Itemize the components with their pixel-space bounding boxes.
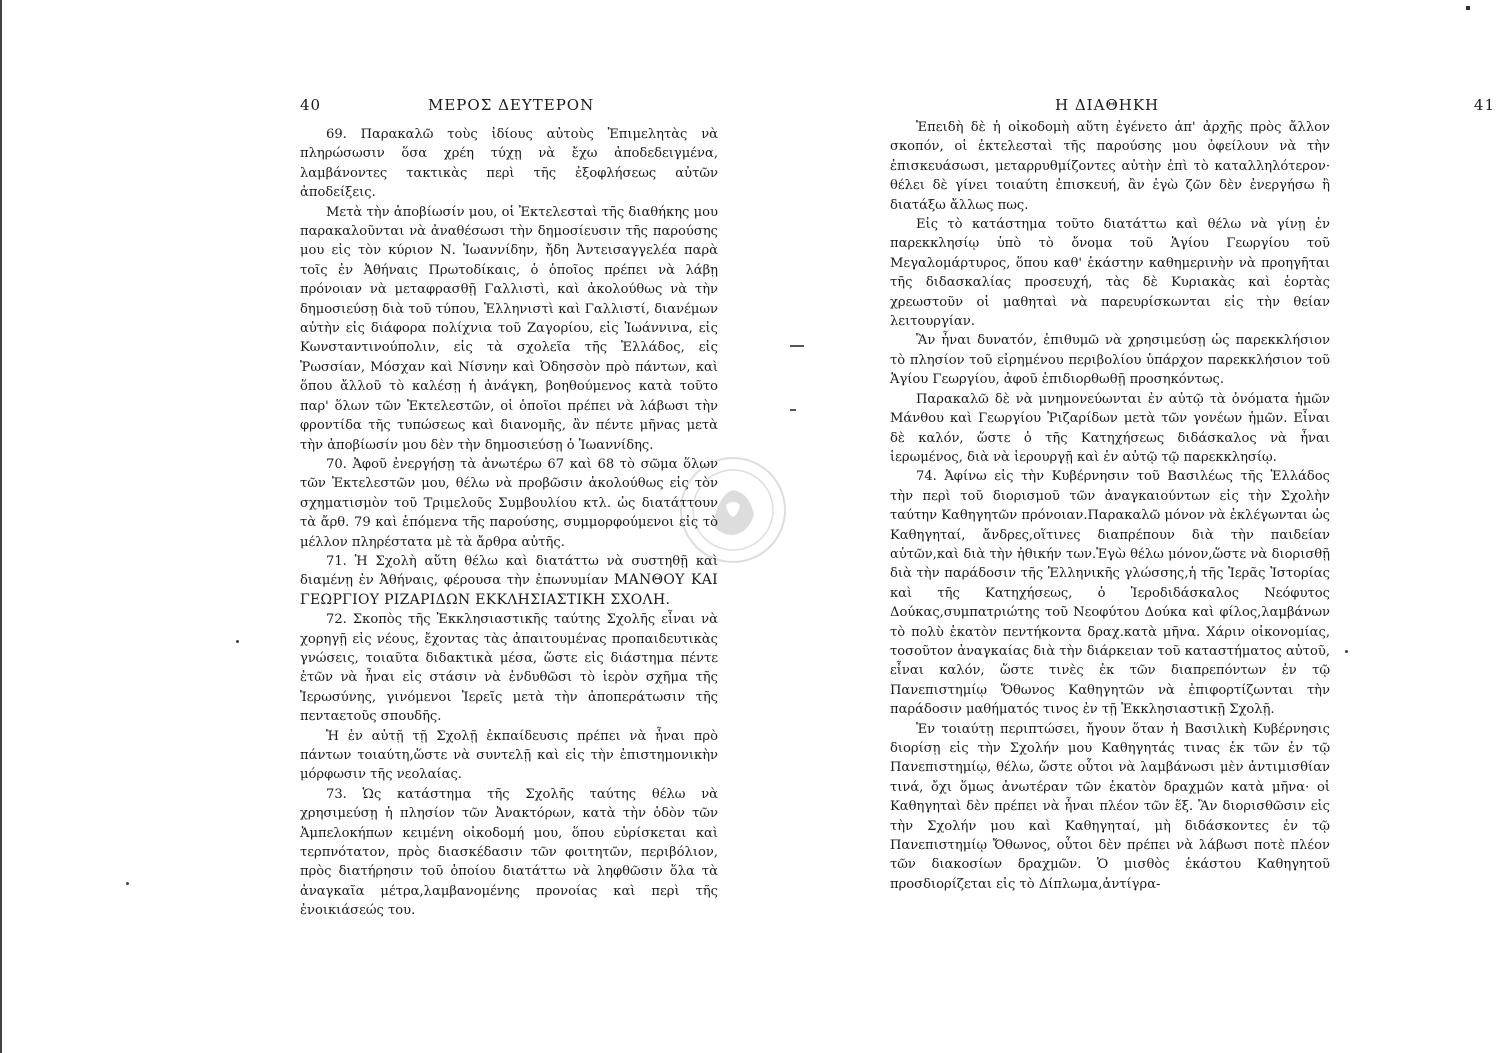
paragraph-69: 69. Παρακαλῶ τοὺς ἰδίους αὐτοὺς Ἐπιμελητὰς νὰ πληρώσωσιν ὅσα χρέη τύχῃ νὰ ἔχω ἀποδεδειγμένα, λαμβάνοντες τακτικὰς περὶ τῆς ἐξοφλήσεως αὐτῶν ἀποδείξεις. [300, 127, 718, 201]
scan-dust-dot [236, 640, 239, 643]
paragraph-st-george: Ἂν ἦναι δυνατόν, ἐπιθυμῶ νὰ χρησιμεύσῃ ὡς παρεκκλήσιον τὸ πλησίον τοῦ εἰρημένου περιβολίου ὑπάρχον παρεκκλήσιον τοῦ Ἁγίου Γεωργίου, ἀφοῦ ἐπιδιορθωθῇ προσηκόντως. [890, 333, 1330, 388]
library-stamp-seal [678, 455, 788, 565]
left-page-body [300, 125, 718, 921]
paragraph-chapel: Εἰς τὸ κατάστημα τοῦτο διατάττω καὶ θέλω νὰ γίνῃ ἐν παρεκκλησίῳ ὑπὸ τὸ ὄνομα τοῦ Ἁγίου Γεωργίου τοῦ Μεγαλομάρτυρος, ὅπου καθ' ἑκάστην καθημερινὴν νὰ προηγῆται τῆς διδασκαλίας προσευχή, τὰς δὲ Κυριακὰς καὶ ἑορτὰς χρεωστοῦν οἱ μαθηταὶ νὰ παρευρίσκωνται εἰς τὴν θείαν λειτουργίαν. [890, 217, 1330, 330]
paragraph-education: Ἡ ἐν αὐτῇ τῇ Σχολῇ ἐκπαίδευσις πρέπει νὰ ἦναι πρὸ πάντων τοιαύτη,ὥστε νὰ συντελῇ καὶ εἰς τὴν ἐπιστημονικὴν μόρφωσιν τῆς νεολαίας. [300, 728, 718, 783]
paragraph-71 [300, 552, 718, 610]
paragraph-74: 74. Ἀφίνω εἰς τὴν Κυβέρνησιν τοῦ Βασιλέως τῆς Ἑλλάδος τὴν περὶ τοῦ διορισμοῦ τῶν ἀναγκαιούντων εἰς τὴν Σχολὴν ταύτην Καθηγητῶν πρόνοιαν.Παρακαλῶ μόνον νὰ ἐκλέγωνται ὡς Καθηγηταί, ἄνδρες,οἵτινες διαπρέπουν διὰ τὴν παιδείαν αὐτῶν,καὶ διὰ τὴν ἠθικήν των.Ἐγὼ θέλω μόνον,ὥστε νὰ διορισθῇ διὰ τὴν παράδοσιν τῆς Ἑλληνικῆς γλώσσης,ἡ τῆς Ἱερᾶς Ἱστορίας καὶ τῆς Κατηχήσεως, ὁ Ἱεροδιδάσκαλος Νεόφυτος Δούκας,συμπατριώτης τοῦ Νεοφύτου Δούκα καὶ φίλος,λαμβάνων τὸ πολὺ ἑκατὸν πεντήκοντα δραχ.κατὰ μῆνα. Χάριν οἰκονομίας, τοσοῦτον ἀναγκαίας διὰ τὴν διάρκειαν τοῦ καταστήματος αὐτοῦ, εἶναι καλόν, ὥστε τινὲς ἐκ τῶν διαπρεπόντων ἐν τῷ Πανεπιστημίῳ Ὄθωνος Καθηγητῶν νὰ ἐπιφορτίζωνται τὴν παράδοσιν μαθήματός τινος ἐν τῇ Ἐκκλησιαστικῇ Σχολῇ. [890, 469, 1330, 718]
running-title-right: Η ΔΙΑΘΗΚΗ [1055, 96, 1160, 114]
paragraph-72: 72. Σκοπὸς τῆς Ἐκκλησιαστικῆς ταύτης Σχολῆς εἶναι νὰ χορηγῇ εἰς νέους, ἔχοντας τὰς ἀπαιτουμένας προπαιδευτικὰς γνώσεις, τοιαῦτα διδακτικὰ μέσα, ὥστε εἰς διάστημα πέντε ἐτῶν νὰ ἦναι εἰς στάσιν νὰ ἐνδυθῶσι τὸ ἱερὸν σχῆμα τῆς Ἱερωσύνης, γινόμενοι Ἱερεῖς μετὰ τὴν ἀποπεράτωσιν τῆς πενταετοῦς σπουδῆς. [300, 612, 718, 725]
paragraph-commemoration: Παρακαλῶ δὲ νὰ μνημονεύωνται ἐν αὐτῷ τὰ ὀνόματα ἡμῶν Μάνθου καὶ Γεωργίου Ῥιζαρίδων μετὰ τῶν γονέων ἡμῶν. Εἶναι δὲ καλόν, ὥστε ὁ τῆς Κατηχήσεως διδάσκαλος νὰ ἦναι ἱερωμένος, διὰ νὰ ἱερουργῇ καὶ ἐν αὐτῷ τῷ παρεκκλησίῳ. [890, 391, 1330, 465]
gutter-mark [790, 409, 796, 411]
right-page [760, 0, 1500, 1053]
paragraph-building: Ἐπειδὴ δὲ ἡ οἰκοδομὴ αὕτη ἐγένετο ἀπ' ἀρχῆς πρὸς ἄλλον σκοπόν, οἱ ἐκτελεσταὶ τῆς παρούσης μου ὀφείλουν νὰ τὴν ἐπισκευάσωσι, μεταρρυθμίζοντες αὐτὴν ἐπὶ τὸ καταλληλότερον· θέλει δὲ γίνει τοιαύτη ἐπισκευή, ἂν ἐγὼ ζῶν δὲν ἐνεργήσω ἢ διατάξω ἄλλως πως. [890, 120, 1330, 213]
paragraph-professors: Ἐν τοιαύτῃ περιπτώσει, ἤγουν ὅταν ἡ Βασιλικὴ Κυβέρνησις διορίσῃ εἰς τὴν Σχολήν μου Καθηγητάς τινας ἐκ τῶν ἐν τῷ Πανεπιστημίῳ, θέλω, ὥστε οὗτοι νὰ λαμβάνωσι μὲν ἀντιμισθίαν τινά, ὄχι ὅμως ἀνωτέραν τῶν ἑκατὸν δραχμῶν κατὰ μῆνα· οἱ Καθηγηταὶ δὲν πρέπει νὰ ἦναι πλέον τῶν ἕξ. Ἂν διορισθῶσιν εἰς τὴν Σχολήν μου καὶ Καθηγηταί, μὴ διδάσκοντες ἐν τῷ Πανεπιστημίῳ Ὄθωνος, οὗτοι δὲν πρέπει νὰ λάβωσι ποτὲ πλέον τῶν διακοσίων δραχμῶν. Ὁ μισθὸς ἑκάστου Καθηγητοῦ προσδιορίζεται εἰς τὸ Δίπλωμα,ἀντίγρα- [890, 721, 1330, 892]
page-number-left: 40 [300, 96, 322, 114]
page-number-right: 41 [1473, 96, 1495, 114]
paragraph-70: 70. Ἀφοῦ ἐνεργήσῃ τὰ ἀνωτέρω 67 καὶ 68 τὸ σῶμα ὅλων τῶν Ἐκτελεστῶν μου, θέλω νὰ προβῶσιν ἀκολούθως εἰς τὸν σχηματισμὸν τοῦ Τριμελοῦς Συμβουλίου κτλ. ὡς διατάττουν τὰ ἄρθ. 79 καὶ ἑπόμενα τῆς παρούσης, συμμορφούμενοι εἰς τὸ μέλλον πληρέστατα μὲ τὰ ἄρθρα αὐτῆς. [300, 456, 718, 550]
scan-dust-dot [126, 882, 129, 885]
paragraph-71-text: 71. Ἡ Σχολὴ αὕτη θέλω καὶ διατάττω νὰ συστηθῇ καὶ διαμένῃ ἐν Ἀθήναις, φέρουσα τὴν ἐπωνυμίαν [300, 553, 718, 589]
running-title-left: ΜΕΡΟΣ ΔΕΥΤΕΡΟΝ [428, 96, 595, 114]
paragraph-publication: Μετὰ τὴν ἀποβίωσίν μου, οἱ Ἐκτελεσταὶ τῆς διαθήκης μου παρακαλοῦνται νὰ ἀναθέσωσι τὴν δημοσίευσιν τῆς παρούσης μου εἰς τὸν κύριον Ν. Ἰωαννίδην, ἤδη Ἀντεισαγγελέα παρὰ τοῖς ἐν Ἀθήναις Πρωτοδίκαις, ὁ ὁποῖος πρέπει νὰ λάβῃ πρόνοιαν νὰ μεταφρασθῇ Γαλλιστὶ, καὶ ἀκολούθως νὰ τὴν δημοσιεύσῃ διὰ τοῦ τύπου, Ἑλληνιστὶ καὶ Γαλλιστί, διανέμων αὐτὴν εἰς διάφορα πολίχνια τοῦ Ζαγορίου, εἰς Ἰωάννινα, εἰς Κωνσταντινούπολιν, εἰς τὰ σχολεῖα τῆς Ἑλλάδος, εἰς Ῥωσσίαν, Μόσχαν καὶ Νίσνην καὶ Ὀδησσὸν πρὸ πάντων, καὶ ὅπου ἄλλοῦ τὸ καλέσῃ ἡ ἀνάγκη, βοηθούμενος κατὰ τοῦτο παρ' ὅλων τῶν Ἐκτελεστῶν, οἱ ὁποῖοι πρέπει νὰ λάβωσι τὴν φροντίδα τῆς τυπώσεως καὶ διανομῆς, ἂν πέντε μῆνας μετὰ τὴν ἀποβίωσίν μου δὲν τὴν δημοσιεύσῃ ὁ Ἰωαννίδης. [300, 204, 718, 453]
scan-dust-dot [1345, 650, 1348, 653]
school-name: ΜΑΝΘΟΥ ΚΑΙ ΓΕΩΡΓΙΟΥ ΡΙΖΑΡΙΔΩΝ ΕΚΚΛΗΣΙΑΣΤΙΚΗ ΣΧΟΛΗ. [300, 572, 718, 608]
gutter-mark [790, 345, 804, 347]
paragraph-73: 73. Ὡς κατάστημα τῆς Σχολῆς ταύτης θέλω νὰ χρησιμεύσῃ ἡ πλησίον τῶν Ἀνακτόρων, κατὰ τὴν ὁδὸν τῶν Ἀμπελοκήπων κειμένη οἰκοδομή μου, ὅπου εὑρίσκεται καὶ τερπνότατον, πρὸς διασκέδασιν τῶν φοιτητῶν, περιβόλιον, πρὸς διατήρησιν τοῦ ὁποίου διατάττω νὰ ληφθῶσιν ὅλα τὰ ἀναγκαῖα μέτρα,λαμβανομένης προνοίας καὶ περὶ τῆς ἐνοικιάσεώς του. [300, 786, 718, 919]
right-page-body [890, 118, 1330, 894]
